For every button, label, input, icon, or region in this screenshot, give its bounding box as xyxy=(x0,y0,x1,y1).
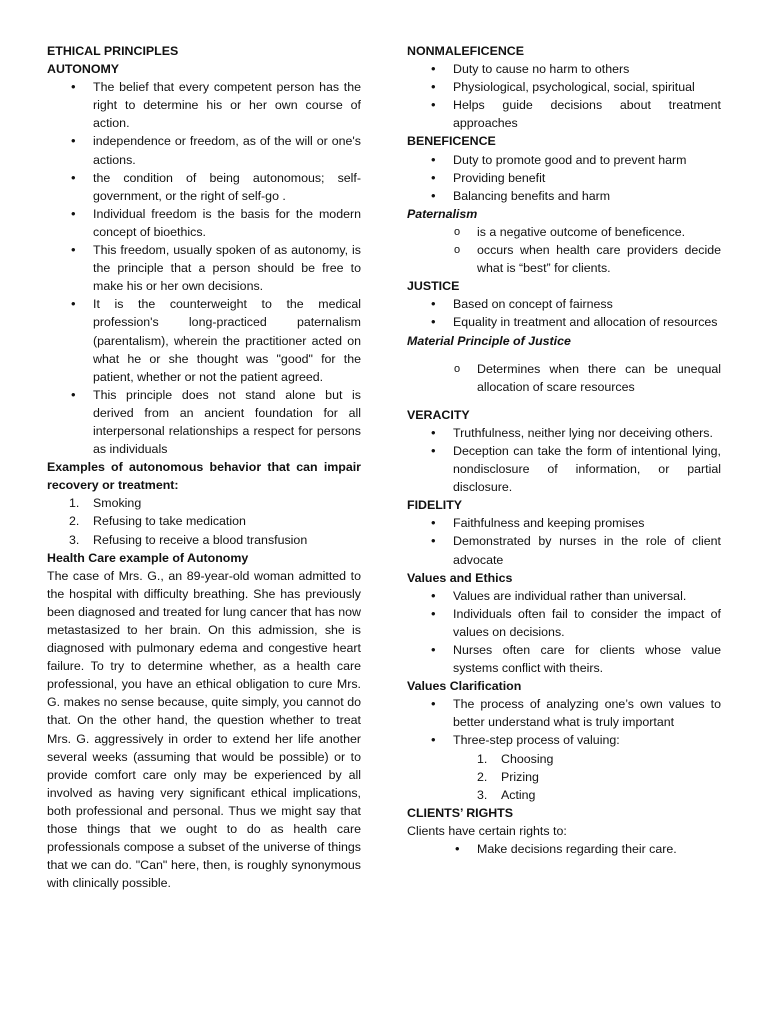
list-item xyxy=(47,494,361,512)
beneficence-heading: BENEFICENCE xyxy=(407,134,496,149)
list-item: • Balancing benefits and harm xyxy=(407,187,721,205)
list-item: o occurs when health care providers decide what is “best” for clients. xyxy=(407,241,721,277)
material-principle-heading: Material Principle of Justice xyxy=(407,333,571,348)
values-ethics-heading: Values and Ethics xyxy=(407,570,513,585)
list-item: • Duty to cause no harm to others xyxy=(407,60,721,78)
list-item-text: Prizing xyxy=(501,769,539,784)
nonmaleficence-list xyxy=(407,60,721,132)
examples-list xyxy=(47,494,361,548)
list-item: • Truthfulness, neither lying nor deceiving others. xyxy=(407,424,721,442)
list-number: 1. xyxy=(477,751,488,766)
list-item: • It is the counterweight to the medical profession's long-practiced paternalism (parentalism), wherein the practitioner acted on what he or she thought was "good" for the patient, whether or not the patient agreed. xyxy=(47,295,361,385)
list-item: o Determines when there can be unequal allocation of scare resources xyxy=(407,360,721,396)
fidelity-heading: FIDELITY xyxy=(407,498,463,513)
valuing-steps-list xyxy=(407,750,721,804)
list-item: • Nurses often care for clients whose value systems conflict with theirs. xyxy=(407,641,721,677)
clients-rights-list xyxy=(407,840,721,858)
health-care-heading: Health Care example of Autonomy xyxy=(47,550,249,565)
list-item xyxy=(47,531,361,549)
list-item: o is a negative outcome of beneficence. xyxy=(407,223,721,241)
list-item: • Equality in treatment and allocation of resources xyxy=(407,313,721,331)
right-column xyxy=(407,42,721,858)
list-number: 3. xyxy=(69,532,80,547)
list-item: • The process of analyzing one’s own values to better understand what is truly important xyxy=(407,695,721,731)
list-item-text: Refusing to take medication xyxy=(93,514,246,529)
examples-heading: Examples of autonomous behavior that can impair recovery or treatment: xyxy=(47,460,361,493)
list-item: • the condition of being autonomous; self-government, or the right of self-go . xyxy=(47,169,361,205)
list-item-text: Smoking xyxy=(93,496,142,511)
list-item: • Demonstrated by nurses in the role of client advocate xyxy=(407,532,721,568)
list-number: 1. xyxy=(69,496,80,511)
values-clarification-list xyxy=(407,695,721,749)
list-item xyxy=(407,750,721,768)
list-item: • The belief that every competent person has the right to determine his or her own course of action. xyxy=(47,78,361,132)
clients-rights-intro: Clients have certain rights to: xyxy=(407,823,567,838)
paternalism-heading: Paternalism xyxy=(407,206,478,221)
list-number: 2. xyxy=(69,514,80,529)
list-number: 2. xyxy=(477,769,488,784)
paternalism-list xyxy=(407,223,721,277)
list-item: • Physiological, psychological, social, spiritual xyxy=(407,78,721,96)
list-item-text: Refusing to receive a blood transfusion xyxy=(93,532,308,547)
list-item-text: Choosing xyxy=(501,751,554,766)
list-item xyxy=(407,786,721,804)
list-number: 3. xyxy=(477,787,488,802)
spacer xyxy=(407,396,721,406)
list-item: • This freedom, usually spoken of as autonomy, is the principle that a person should be free to make his or her own decisions. xyxy=(47,241,361,295)
list-item: • Three-step process of valuing: xyxy=(407,731,721,749)
list-item xyxy=(47,512,361,530)
list-item: • Individual freedom is the basis for the modern concept of bioethics. xyxy=(47,205,361,241)
veracity-heading: VERACITY xyxy=(407,407,470,422)
list-item: • Deception can take the form of intentional lying, nondisclosure of information, or partial disclosure. xyxy=(407,442,721,496)
values-clarification-heading: Values Clarification xyxy=(407,679,522,694)
list-item: • Make decisions regarding their care. xyxy=(407,840,721,858)
spacer xyxy=(407,350,721,360)
list-item: • Individuals often fail to consider the impact of values on decisions. xyxy=(407,605,721,641)
beneficence-list xyxy=(407,151,721,205)
veracity-list xyxy=(407,424,721,496)
justice-heading: JUSTICE xyxy=(407,279,460,294)
clients-rights-heading: CLIENTS’ RIGHTS xyxy=(407,805,514,820)
list-item: • Values are individual rather than universal. xyxy=(407,587,721,605)
document-title: ETHICAL PRINCIPLES xyxy=(47,44,179,58)
list-item: • Faithfulness and keeping promises xyxy=(407,514,721,532)
list-item: • Helps guide decisions about treatment approaches xyxy=(407,96,721,132)
nonmaleficence-heading: NONMALEFICENCE xyxy=(407,44,525,58)
health-care-paragraph: The case of Mrs. G., an 89-year-old woman admitted to the hospital with difficulty breathing. She has previously been diagnosed and treated for lung cancer that has now metastasized to her brain. On this admission, she is diagnosed with pulmonary edema and congestive heart failure. To try to determine whether, as a health care professional, you have an ethical obligation to cure Mrs. G. makes no sense because, quite simply, you cannot do that. On the other hand, the question whether to treat Mrs. G. aggressively in order to extend her life another several weeks (assuming that would be possible) or to provide comfort care only may be experienced by all involved as having very significant ethical implications, both professional and personal. Thus we might say that those things that we ought to do as health care professionals compose a subset of the universe of things that we can do. "Can" here, then, is roughly synonymous with clinically possible. xyxy=(47,568,361,891)
list-item-text: Acting xyxy=(501,787,536,802)
list-item: • Based on concept of fairness xyxy=(407,295,721,313)
fidelity-list xyxy=(407,514,721,568)
autonomy-heading: AUTONOMY xyxy=(47,62,120,77)
left-column xyxy=(47,42,361,892)
list-item: • This principle does not stand alone but is derived from an ancient foundation for all interpersonal relationships a respect for persons as individuals xyxy=(47,386,361,458)
list-item: • independence or freedom, as of the will or one's actions. xyxy=(47,132,361,168)
material-principle-list xyxy=(407,360,721,396)
values-ethics-list xyxy=(407,587,721,677)
autonomy-list xyxy=(47,78,361,458)
justice-list xyxy=(407,295,721,331)
list-item: • Duty to promote good and to prevent harm xyxy=(407,151,721,169)
list-item: • Providing benefit xyxy=(407,169,721,187)
list-item xyxy=(407,768,721,786)
